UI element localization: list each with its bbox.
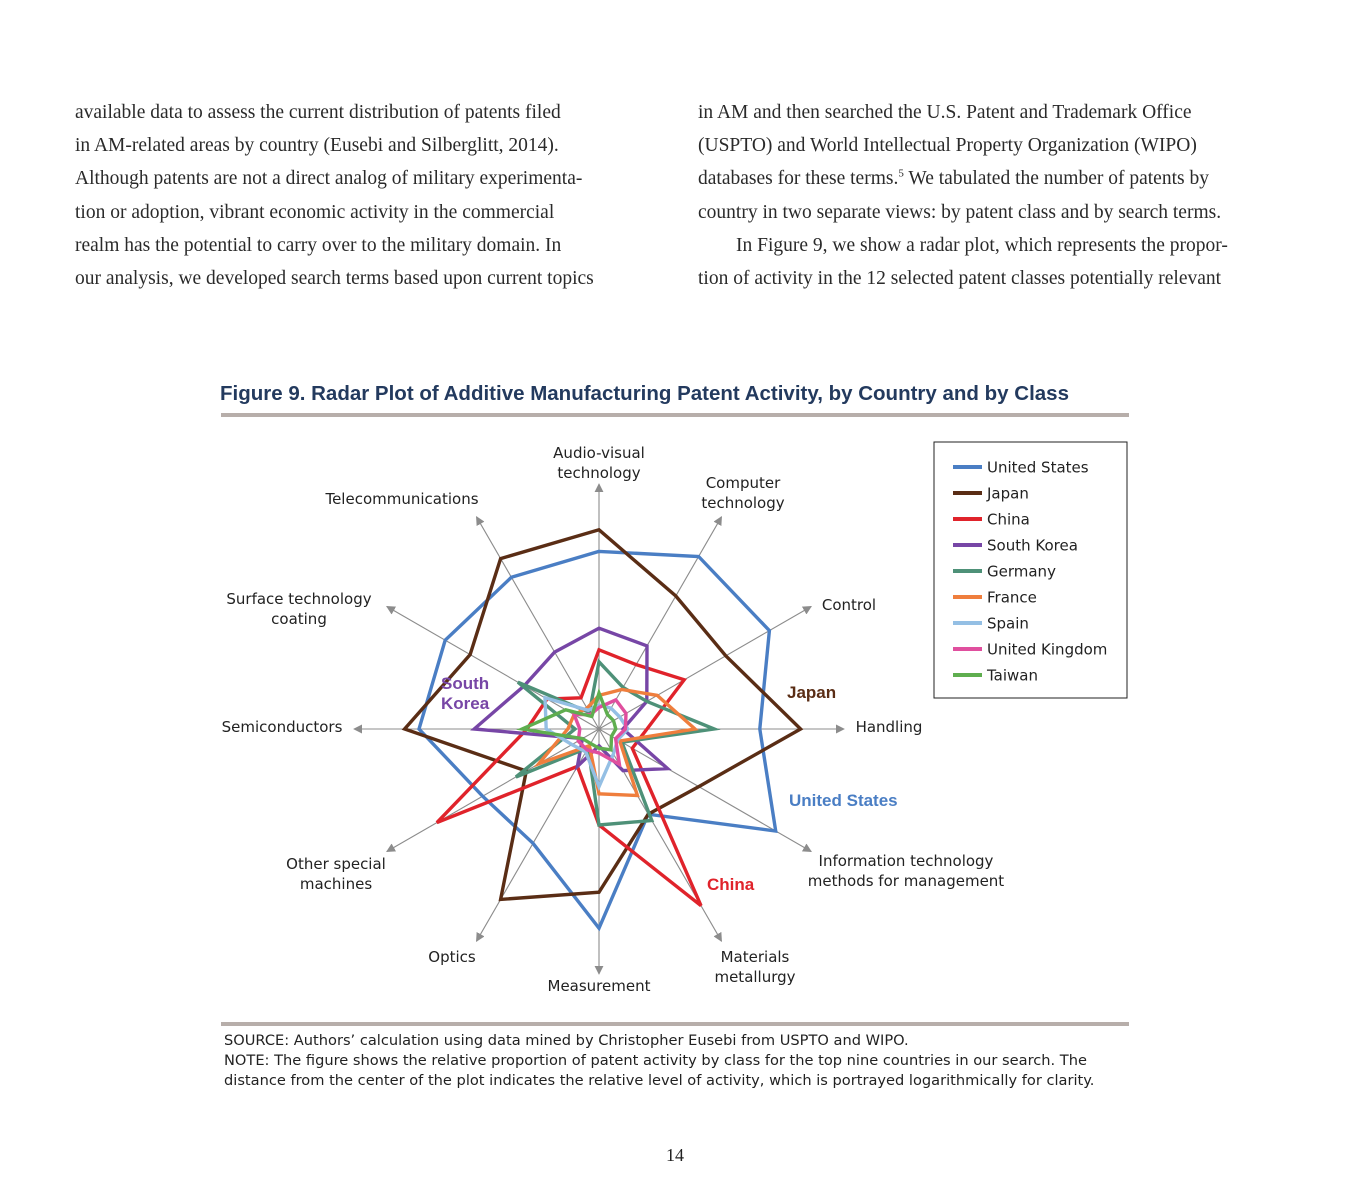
axis-label: Materials: [720, 948, 790, 966]
series-annotation: South: [441, 674, 490, 693]
series-annotation: Korea: [441, 694, 490, 713]
body-text-line: In Figure 9, we show a radar plot, which represents the propor-: [736, 234, 1228, 256]
axis-label: Information technology: [818, 852, 994, 870]
body-text-line: in AM-related areas by country (Eusebi and Silberglitt, 2014).: [75, 135, 559, 157]
axis-label: Control: [821, 596, 877, 614]
axis-spoke: [599, 607, 811, 730]
legend-label: France: [987, 588, 1037, 607]
legend-label: South Korea: [987, 536, 1078, 555]
axis-label: methods for management: [807, 872, 1005, 890]
series-annotation: China: [707, 875, 755, 894]
figure-note-line: NOTE: The figure shows the relative proportion of patent activity by class for the top nine countries in our search. The: [224, 1052, 1087, 1069]
figure-bottom-rule: [221, 1022, 1129, 1026]
body-text-line: realm has the potential to carry over to the military domain. In: [75, 234, 562, 256]
body-text-line: Although patents are not a direct analog of military experimenta-: [75, 168, 583, 190]
axis-label: technology: [701, 494, 785, 512]
axis-label: Other special: [286, 855, 386, 873]
series-annotation: Japan: [787, 683, 837, 702]
figure-note-line: distance from the center of the plot indicates the relative level of activity, which is portrayed logarithmically for clarity.: [224, 1072, 1095, 1089]
body-text-line: country in two separate views: by patent class and by search terms.: [698, 201, 1222, 223]
legend-label: Taiwan: [987, 666, 1039, 685]
axis-label: Measurement: [547, 977, 651, 995]
figure-title: Figure 9. Radar Plot of Additive Manufacturing Patent Activity, by Country and by Class: [220, 382, 1069, 405]
series-line: [405, 530, 801, 900]
series-annotation: United States: [789, 791, 898, 810]
axis-label: Handling: [855, 718, 923, 736]
footnote-marker: 5: [898, 167, 904, 180]
axis-label: technology: [557, 464, 641, 482]
page-number: 14: [666, 1145, 684, 1165]
axis-label: Audio-visual: [553, 444, 645, 462]
axis-label: coating: [271, 610, 327, 628]
axis-label: Semiconductors: [221, 718, 343, 736]
axis-label: machines: [299, 875, 373, 893]
body-text-line: available data to assess the current distribution of patents filed: [75, 102, 561, 123]
axis-label: metallurgy: [714, 968, 796, 986]
axis-label: Optics: [428, 948, 476, 966]
body-text-line: tion of activity in the 12 selected patent classes potentially relevant: [698, 268, 1222, 290]
body-text-line: (USPTO) and World Intellectual Property Organization (WIPO): [698, 135, 1197, 157]
legend-label: United States: [987, 458, 1089, 477]
axis-label: Computer: [705, 474, 781, 492]
body-text-line: our analysis, we developed search terms based upon current topics: [75, 268, 594, 290]
body-text-fragment: We tabulated the number of patents by: [903, 168, 1209, 190]
axis-label: Surface technology: [226, 590, 372, 608]
axis-label: Telecommunications: [325, 490, 479, 508]
figure-source: SOURCE: Authors’ calculation using data mined by Christopher Eusebi from USPTO and WIPO.: [224, 1032, 909, 1049]
legend-label: United Kingdom: [987, 640, 1108, 659]
axis-spoke: [387, 729, 599, 852]
series-line: [419, 551, 776, 928]
body-text-line: in AM and then searched the U.S. Patent and Trademark Office: [698, 102, 1192, 123]
legend-label: Germany: [987, 562, 1056, 581]
legend-label: Japan: [987, 484, 1029, 503]
body-text-line: tion or adoption, vibrant economic activity in the commercial: [75, 201, 555, 223]
figure-note: [224, 1031, 1129, 1091]
legend-label: Spain: [987, 614, 1029, 633]
legend-label: China: [987, 510, 1030, 529]
body-text-fragment: databases for these terms.: [698, 168, 899, 190]
